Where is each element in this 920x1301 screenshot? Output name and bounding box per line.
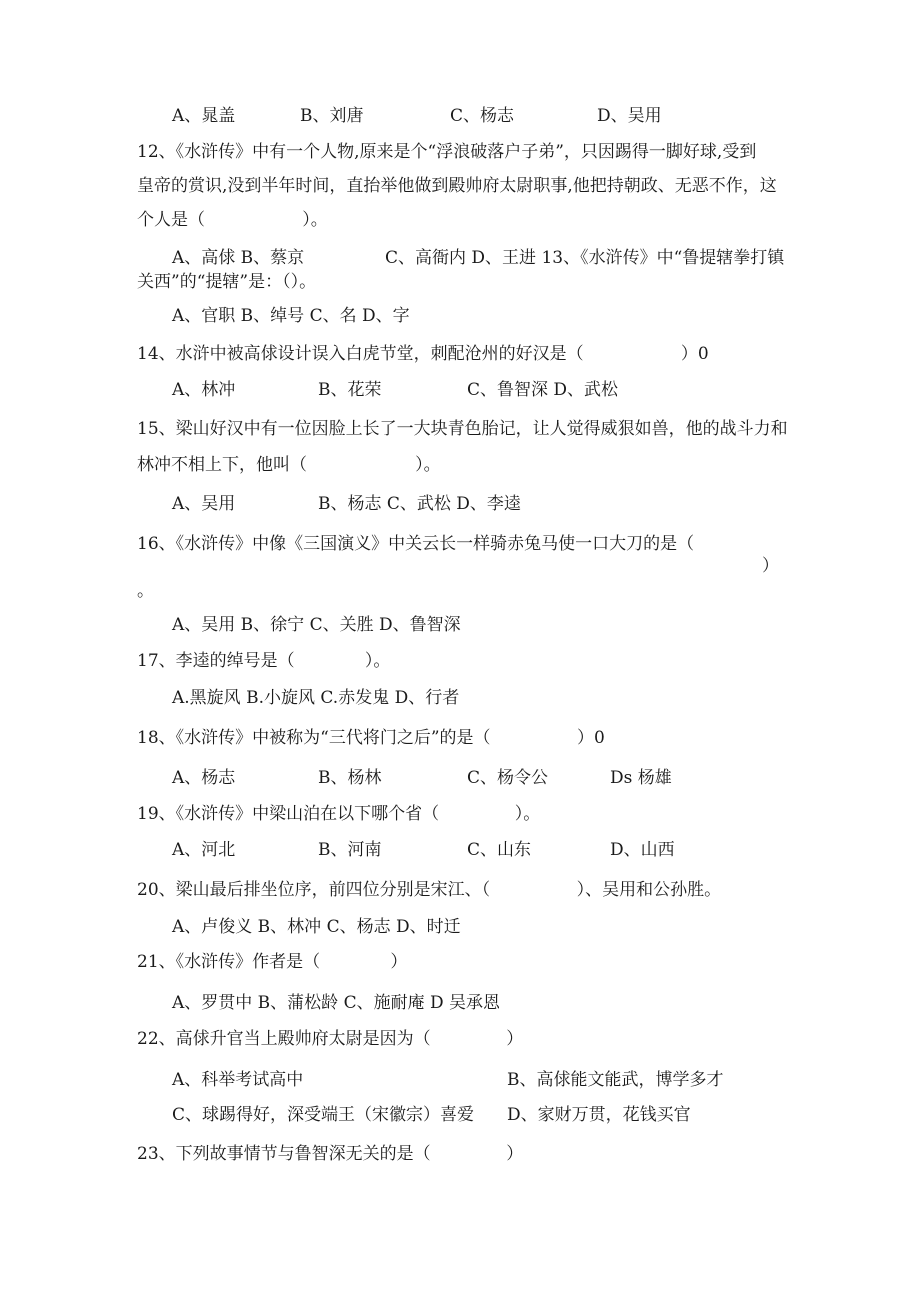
question-12-line-1: 12、《水浒传》中有一个人物,原来是个“浮浪破落户子弟”，只因踢得一脚好球,受到 — [137, 142, 757, 162]
option-a: A、晁盖 — [172, 106, 236, 126]
question-18: 18、《水浒传》中被称为“三代将门之后”的是（ ）0 — [137, 728, 605, 748]
question-22-option-d: D、家财万贯，花钱买官 — [507, 1105, 691, 1125]
question-19-option-c: C、山东 — [467, 840, 532, 860]
question-21: 21、《水浒传》作者是（ ） — [137, 952, 408, 972]
question-20-options: A、卢俊义 B、林冲 C、杨志 D、时迁 — [172, 917, 461, 937]
question-15-option-bcd: B、杨志 C、武松 D、李逵 — [318, 494, 521, 514]
question-18-option-a: A、杨志 — [172, 768, 236, 788]
question-15-option-a: A、吴用 — [172, 494, 236, 514]
question-19: 19、《水浒传》中梁山泊在以下哪个省（ ）。 — [137, 804, 541, 824]
question-16-line-1: 16、《水浒传》中像《三国演义》中关云长一样骑赤兔马使一口大刀的是（ — [137, 534, 695, 554]
question-16-paren: ） — [762, 556, 779, 576]
question-14: 14、水浒中被高俅设计误入白虎节堂，刺配沧州的好汉是（ ）0 — [137, 344, 709, 364]
question-12-line-2: 皇帝的赏识,没到半年时间，直抬举他做到殿帅府太尉职事,他把持朝政、无恶不作，这 — [137, 176, 777, 196]
question-21-options: A、罗贯中 B、蒲松龄 C、施耐庵 D 吴承恩 — [172, 993, 501, 1013]
question-13-line-2: 关西”的“提辖”是：（）。 — [137, 272, 317, 292]
question-22-option-c: C、球踢得好，深受端王（宋徽宗）喜爱 — [172, 1105, 475, 1125]
question-13-options: A、官职 B、绰号 C、名 D、字 — [172, 306, 410, 326]
question-19-option-d: D、山西 — [610, 840, 675, 860]
question-19-option-a: A、河北 — [172, 840, 236, 860]
question-18-option-c: C、杨令公 — [467, 768, 549, 788]
question-22-option-a: A、科举考试高中 — [172, 1070, 304, 1090]
question-15-line-1: 15、梁山好汉中有一位因脸上长了一大块青色胎记，让人觉得威狠如兽，他的战斗力和 — [137, 419, 788, 439]
question-23: 23、下列故事情节与鲁智深无关的是（ ） — [137, 1144, 524, 1164]
question-19-option-b: B、河南 — [318, 840, 382, 860]
question-12-options-ab: A、高俅 B、蔡京 — [172, 248, 305, 268]
question-22-option-b: B、高俅能文能武，博学多才 — [507, 1070, 724, 1090]
question-12-options-cd: C、高衙内 D、王进 13、《水浒传》中“鲁提辖拳打镇 — [385, 248, 785, 268]
question-20: 20、梁山最后排坐位序，前四位分别是宋江、（ ）、吴用和公孙胜。 — [137, 880, 722, 900]
question-17: 17、李逵的绰号是（ ）。 — [137, 651, 391, 671]
option-d: D、吴用 — [597, 106, 662, 126]
question-16-options: A、吴用 B、徐宁 C、关胜 D、鲁智深 — [172, 615, 461, 635]
question-14-option-cd: C、鲁智深 D、武松 — [467, 380, 619, 400]
question-14-option-a: A、林冲 — [172, 380, 236, 400]
option-c: C、杨志 — [450, 106, 515, 126]
question-18-option-d: Ds 杨雄 — [610, 768, 672, 788]
question-12-line-3: 个人是（ ）。 — [137, 210, 328, 230]
question-17-options: A.黑旋风 B.小旋风 C.赤发鬼 D、行者 — [172, 688, 460, 708]
option-b: B、刘唐 — [300, 106, 364, 126]
question-14-option-b: B、花荣 — [318, 380, 382, 400]
question-18-option-b: B、杨林 — [318, 768, 382, 788]
question-22: 22、高俅升官当上殿帅府太尉是因为（ ） — [137, 1029, 524, 1049]
question-15-line-2: 林冲不相上下，他叫（ ）。 — [137, 455, 441, 475]
question-16-line-2: 。 — [137, 581, 154, 601]
